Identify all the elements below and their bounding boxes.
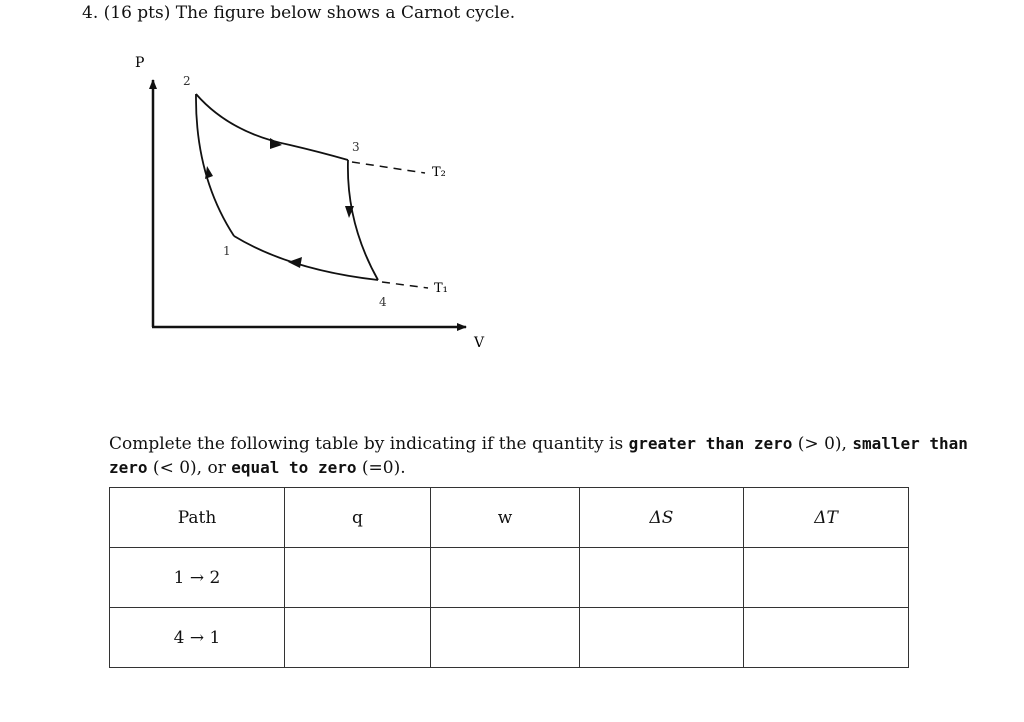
header-w: w: [431, 488, 580, 548]
header-path: Path: [110, 488, 285, 548]
v-axis-label: V: [474, 335, 485, 351]
row-path: 4 → 1: [110, 608, 285, 668]
point-label-4: 4: [379, 295, 387, 309]
arrow-4-1: [288, 257, 302, 268]
header-q: q: [285, 488, 431, 548]
instruction-part-4: (=0).: [356, 458, 406, 478]
table-header-row: [110, 488, 909, 548]
instruction-part-1: Complete the following table by indicating if the quantity is: [109, 434, 629, 454]
carnot-cycle-diagram: [120, 48, 500, 358]
table-row: [110, 548, 909, 608]
path-3-4-adiabat: [348, 160, 378, 280]
path-1-2-adiabat: [196, 94, 234, 236]
point-label-3: 3: [352, 140, 360, 154]
cell-delta-t[interactable]: [744, 548, 909, 608]
isotherm-high-extension: [352, 162, 425, 173]
answer-table: [109, 487, 909, 668]
arrow-1-2: [205, 166, 213, 179]
instruction-part-2: (> 0),: [792, 434, 853, 454]
path-4-1-isotherm: [234, 236, 378, 280]
question-title: 4. (16 pts) The figure below shows a Carnot cycle.: [82, 3, 516, 23]
p-axis-label: P: [135, 55, 145, 71]
header-delta-t: ΔT: [744, 488, 909, 548]
isotherm-low-extension: [382, 282, 428, 288]
instruction-smaller: smaller than zero: [109, 434, 968, 477]
point-label-2: 2: [183, 74, 191, 88]
instruction-text: [109, 432, 979, 480]
cell-delta-t[interactable]: [744, 608, 909, 668]
cell-delta-s[interactable]: [580, 548, 744, 608]
table-row: [110, 608, 909, 668]
isotherm-high-label: T₂: [432, 165, 446, 180]
instruction-equal: equal to zero: [231, 458, 357, 477]
point-label-1: 1: [223, 244, 231, 258]
path-2-3-isotherm: [196, 94, 348, 160]
cell-q[interactable]: [285, 548, 431, 608]
isotherm-low-label: T₁: [434, 281, 448, 296]
header-delta-s: ΔS: [580, 488, 744, 548]
cell-delta-s[interactable]: [580, 608, 744, 668]
cell-w[interactable]: [431, 608, 580, 668]
cell-q[interactable]: [285, 608, 431, 668]
row-path: 1 → 2: [110, 548, 285, 608]
cell-w[interactable]: [431, 548, 580, 608]
instruction-part-3: (< 0), or: [147, 458, 232, 478]
instruction-greater: greater than zero: [628, 434, 793, 453]
